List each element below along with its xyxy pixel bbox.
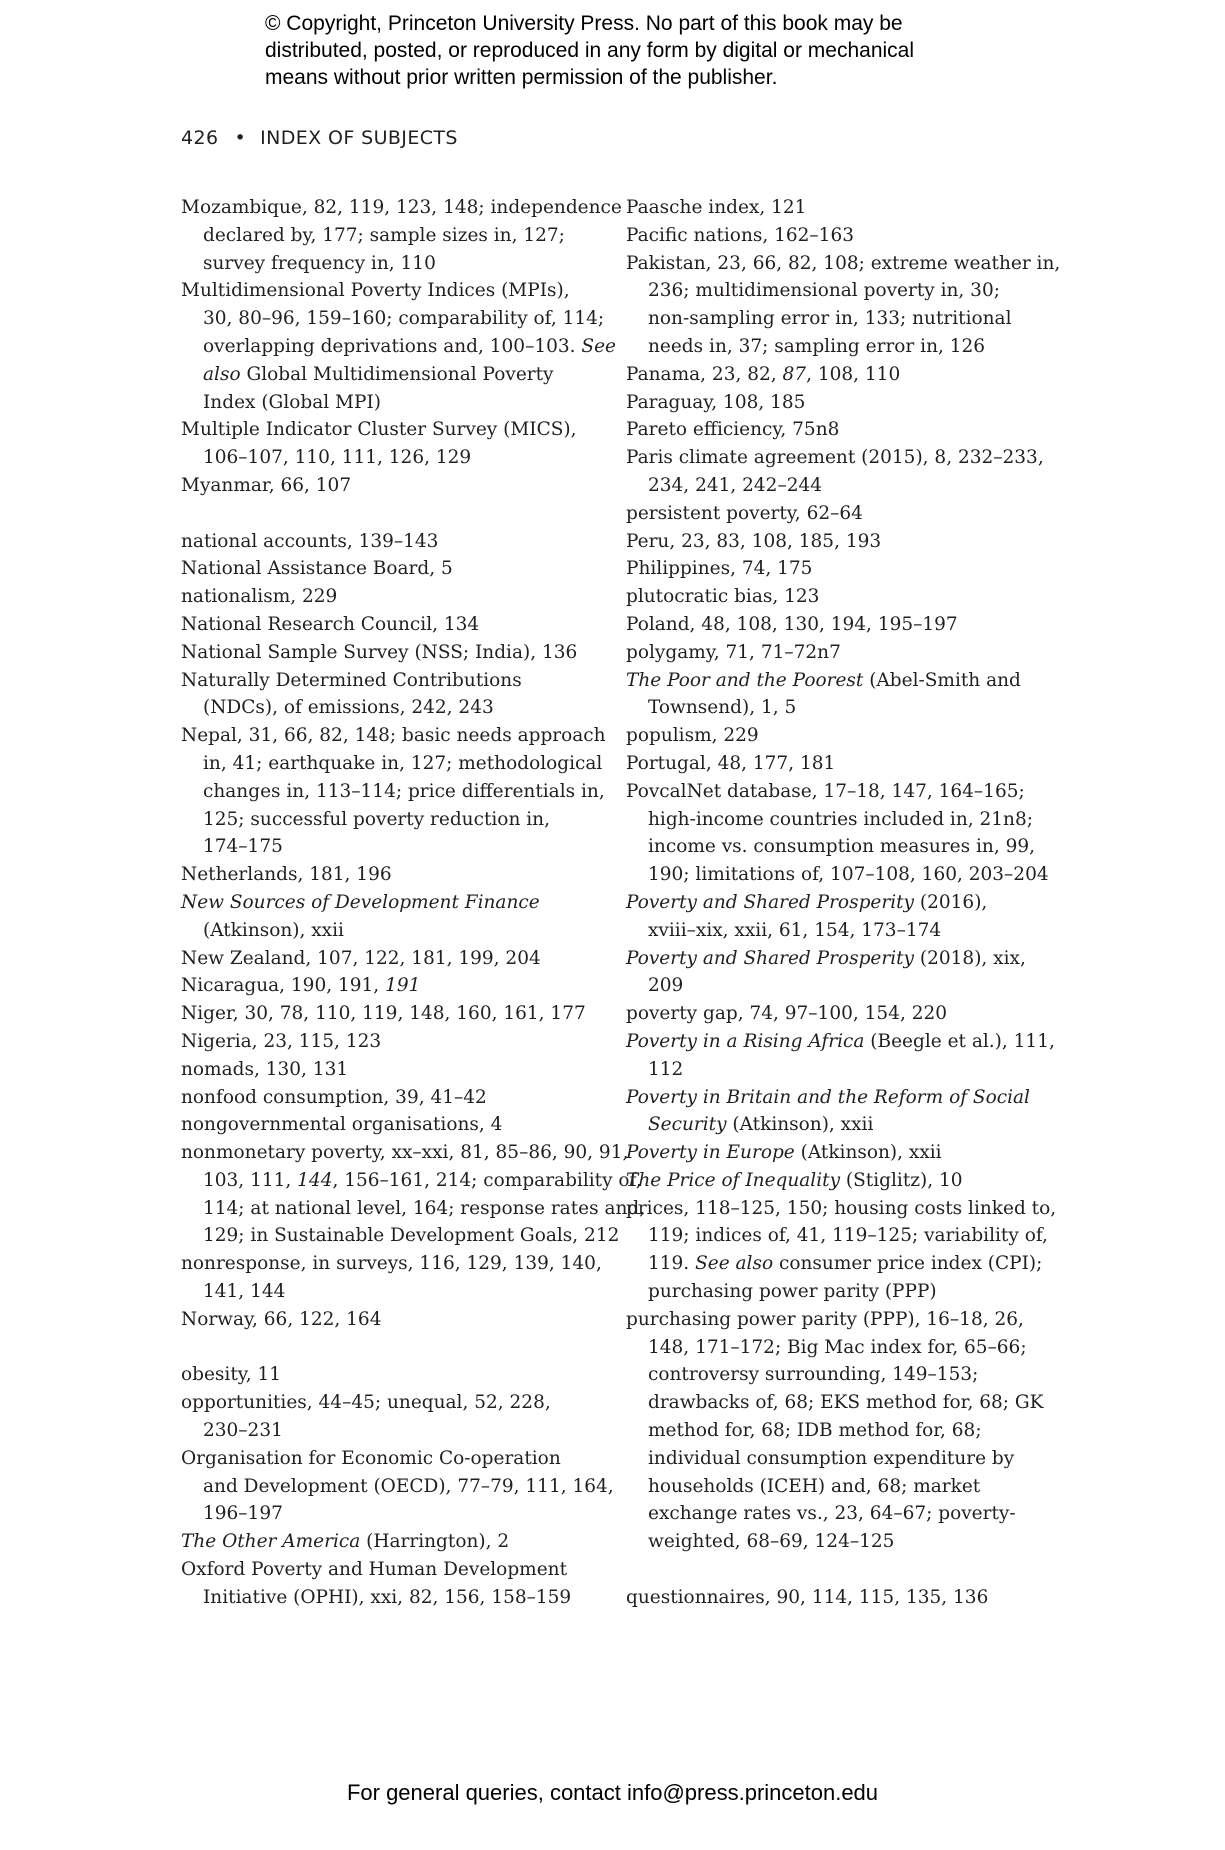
page-number: 426 <box>181 127 219 149</box>
section-title: INDEX OF SUBJECTS <box>260 127 458 149</box>
index-line: National Assistance Board, 5 <box>181 558 453 580</box>
copyright-notice <box>265 10 1065 91</box>
index-line: Nepal, 31, 66, 82, 148; basic needs approach <box>181 725 606 747</box>
index-line: drawbacks of, 68; EKS method for, 68; GK <box>648 1392 1044 1414</box>
index-line: Nicaragua, 190, 191, 191 <box>181 975 421 997</box>
index-line: Mozambique, 82, 119, 123, 148; independence <box>181 197 622 218</box>
index-line: 106–107, 110, 111, 126, 129 <box>203 447 472 469</box>
index-line: and Development (OECD), 77–79, 111, 164, <box>203 1475 614 1497</box>
index-line: nomads, 130, 131 <box>181 1058 349 1080</box>
index-line: in, 41; earthquake in, 127; methodological <box>203 752 603 774</box>
index-line: nationalism, 229 <box>181 586 338 608</box>
index-line: The Price of Inequality (Stiglitz), 10 <box>626 1169 963 1191</box>
index-line: Initiative (OPHI), xxi, 82, 156, 158–159 <box>203 1586 572 1608</box>
index-line: households (ICEH) and, 68; market <box>648 1475 981 1497</box>
index-line: PovcalNet database, 17–18, 147, 164–165; <box>626 780 1025 802</box>
index-line: 236; multidimensional poverty in, 30; <box>648 280 1000 302</box>
index-line: New Sources of Development Finance <box>181 891 540 913</box>
index-line: exchange rates vs., 23, 64–67; poverty- <box>648 1503 1016 1525</box>
index-line: 114; at national level, 164; response rates and, <box>203 1197 646 1219</box>
index-line: Poverty in a Rising Africa (Beegle et al.), 111, <box>626 1030 1055 1052</box>
index-line: 174–175 <box>203 836 283 858</box>
index-line: 209 <box>648 975 684 997</box>
index-line: method for, 68; IDB method for, 68; <box>648 1420 982 1442</box>
index-line: Oxford Poverty and Human Development <box>181 1559 567 1581</box>
index-line: 148, 171–172; Big Mac index for, 65–66; <box>648 1336 1027 1358</box>
index-line: Norway, 66, 122, 164 <box>181 1308 382 1330</box>
index-line: Security (Atkinson), xxii <box>648 1114 874 1136</box>
footer-contact: For general queries, contact info@press.princeton.edu <box>346 1780 879 1805</box>
index-line: New Zealand, 107, 122, 181, 199, 204 <box>181 947 541 969</box>
index-line: Portugal, 48, 177, 181 <box>626 752 836 774</box>
index-line: poverty gap, 74, 97–100, 154, 220 <box>626 1003 948 1025</box>
index-line: The Poor and the Poorest (Abel-Smith and <box>626 669 1021 691</box>
index-line: Nigeria, 23, 115, 123 <box>181 1030 382 1052</box>
index-line: purchasing power parity (PPP) <box>648 1281 937 1303</box>
index-line: Poverty in Europe (Atkinson), xxii <box>626 1142 942 1164</box>
index-line: Pakistan, 23, 66, 82, 108; extreme weather in, <box>626 252 1061 274</box>
index-line: changes in, 113–114; price differentials in, <box>203 780 605 802</box>
copyright-line: distributed, posted, or reproduced in any form by digital or mechanical <box>265 39 915 62</box>
index-line: polygamy, 71, 71–72n7 <box>626 641 841 663</box>
index-line: Panama, 23, 82, 87, 108, 110 <box>626 363 901 385</box>
index-line: (Atkinson), xxii <box>203 919 344 941</box>
copyright-line: © Copyright, Princeton University Press. No part of this book may be <box>265 12 903 35</box>
index-line: individual consumption expenditure by <box>648 1447 1015 1469</box>
index-line: survey frequency in, 110 <box>203 252 436 274</box>
index-line: nongovernmental organisations, 4 <box>181 1114 503 1136</box>
index-line: 190; limitations of, 107–108, 160, 203–204 <box>648 864 1049 886</box>
index-line: Niger, 30, 78, 110, 119, 148, 160, 161, 177 <box>181 1003 586 1025</box>
index-line: Multiple Indicator Cluster Survey (MICS), <box>181 419 577 441</box>
index-line: Paasche index, 121 <box>626 197 807 218</box>
copyright-line: means without prior written permission of the publisher. <box>265 66 778 89</box>
index-line: nonresponse, in surveys, 116, 129, 139, 140, <box>181 1253 602 1275</box>
index-line: Townsend), 1, 5 <box>648 697 797 719</box>
index-line: 119; indices of, 41, 119–125; variability of, <box>648 1225 1048 1247</box>
index-line: also Global Multidimensional Poverty <box>203 363 554 385</box>
index-line: 234, 241, 242–244 <box>648 474 823 496</box>
index-line: Organisation for Economic Co-operation <box>181 1447 561 1469</box>
index-spacer <box>181 1334 621 1362</box>
index-line: xviii–xix, xxii, 61, 154, 173–174 <box>648 919 942 941</box>
running-head <box>181 127 458 149</box>
index-column-left <box>181 194 646 1612</box>
index-line: (NDCs), of emissions, 242, 243 <box>203 697 494 719</box>
index-line: income vs. consumption measures in, 99, <box>648 836 1036 858</box>
index-line: nonfood consumption, 39, 41–42 <box>181 1086 487 1108</box>
index-line: prices, 118–125, 150; housing costs linked to, <box>626 1197 1057 1219</box>
header-bullet: • <box>234 127 247 149</box>
index-line: Peru, 23, 83, 108, 185, 193 <box>626 530 882 552</box>
index-line: purchasing power parity (PPP), 16–18, 26, <box>626 1308 1024 1330</box>
index-line: National Sample Survey (NSS; India), 136 <box>181 641 578 663</box>
index-line: Poverty in Britain and the Reform of Social <box>626 1086 1030 1108</box>
index-line: nonmonetary poverty, xx–xxi, 81, 85–86, 90, 91, <box>181 1142 629 1164</box>
index-line: high-income countries included in, 21n8; <box>648 808 1033 830</box>
index-line: controversy surrounding, 149–153; <box>648 1364 979 1386</box>
index-line: obesity, 11 <box>181 1364 282 1386</box>
index-line: Poverty and Shared Prosperity (2018), xix, <box>626 947 1026 969</box>
index-line: 230–231 <box>203 1420 283 1442</box>
index-line: Pareto efficiency, 75n8 <box>626 419 840 441</box>
index-line: Myanmar, 66, 107 <box>181 474 352 496</box>
index-line: 119. See also consumer price index (CPI); <box>648 1253 1043 1275</box>
index-line: The Other America (Harrington), 2 <box>181 1531 510 1553</box>
index-line: populism, 229 <box>626 725 759 747</box>
index-line: needs in, 37; sampling error in, 126 <box>648 335 986 357</box>
index-line: Philippines, 74, 175 <box>626 558 813 580</box>
index-line: plutocratic bias, 123 <box>626 586 820 608</box>
index-line: weighted, 68–69, 124–125 <box>648 1531 895 1553</box>
index-line: persistent poverty, 62–64 <box>626 502 863 524</box>
index-line: 196–197 <box>203 1503 283 1525</box>
index-column-right <box>626 194 1076 1612</box>
index-line: Paris climate agreement (2015), 8, 232–233, <box>626 447 1044 469</box>
index-line: 129; in Sustainable Development Goals, 212 <box>203 1225 620 1247</box>
index-line: non-sampling error in, 133; nutritional <box>648 308 1012 330</box>
index-line: 112 <box>648 1058 684 1080</box>
index-line: 125; successful poverty reduction in, <box>203 808 550 830</box>
index-line: 30, 80–96, 159–160; comparability of, 114; <box>203 308 605 330</box>
index-line: opportunities, 44–45; unequal, 52, 228, <box>181 1392 551 1414</box>
index-line: declared by, 177; sample sizes in, 127; <box>203 224 565 246</box>
index-line: Naturally Determined Contributions <box>181 669 522 691</box>
index-line: national accounts, 139–143 <box>181 530 439 552</box>
index-line: National Research Council, 134 <box>181 613 480 635</box>
index-spacer <box>626 1556 1076 1584</box>
index-line: overlapping deprivations and, 100–103. See <box>203 335 616 357</box>
index-line: Poland, 48, 108, 130, 194, 195–197 <box>626 613 958 635</box>
index-line: 103, 111, 144, 156–161, 214; comparability of, <box>203 1169 642 1191</box>
index-line: Netherlands, 181, 196 <box>181 864 392 886</box>
index-line: Paraguay, 108, 185 <box>626 391 806 413</box>
index-line: Index (Global MPI) <box>203 391 381 413</box>
index-spacer <box>181 500 621 528</box>
index-line: 141, 144 <box>203 1281 286 1303</box>
index-line: Multidimensional Poverty Indices (MPIs), <box>181 280 570 302</box>
index-line: Pacific nations, 162–163 <box>626 224 854 246</box>
index-line: questionnaires, 90, 114, 115, 135, 136 <box>626 1586 989 1608</box>
index-line: Poverty and Shared Prosperity (2016), <box>626 891 988 913</box>
